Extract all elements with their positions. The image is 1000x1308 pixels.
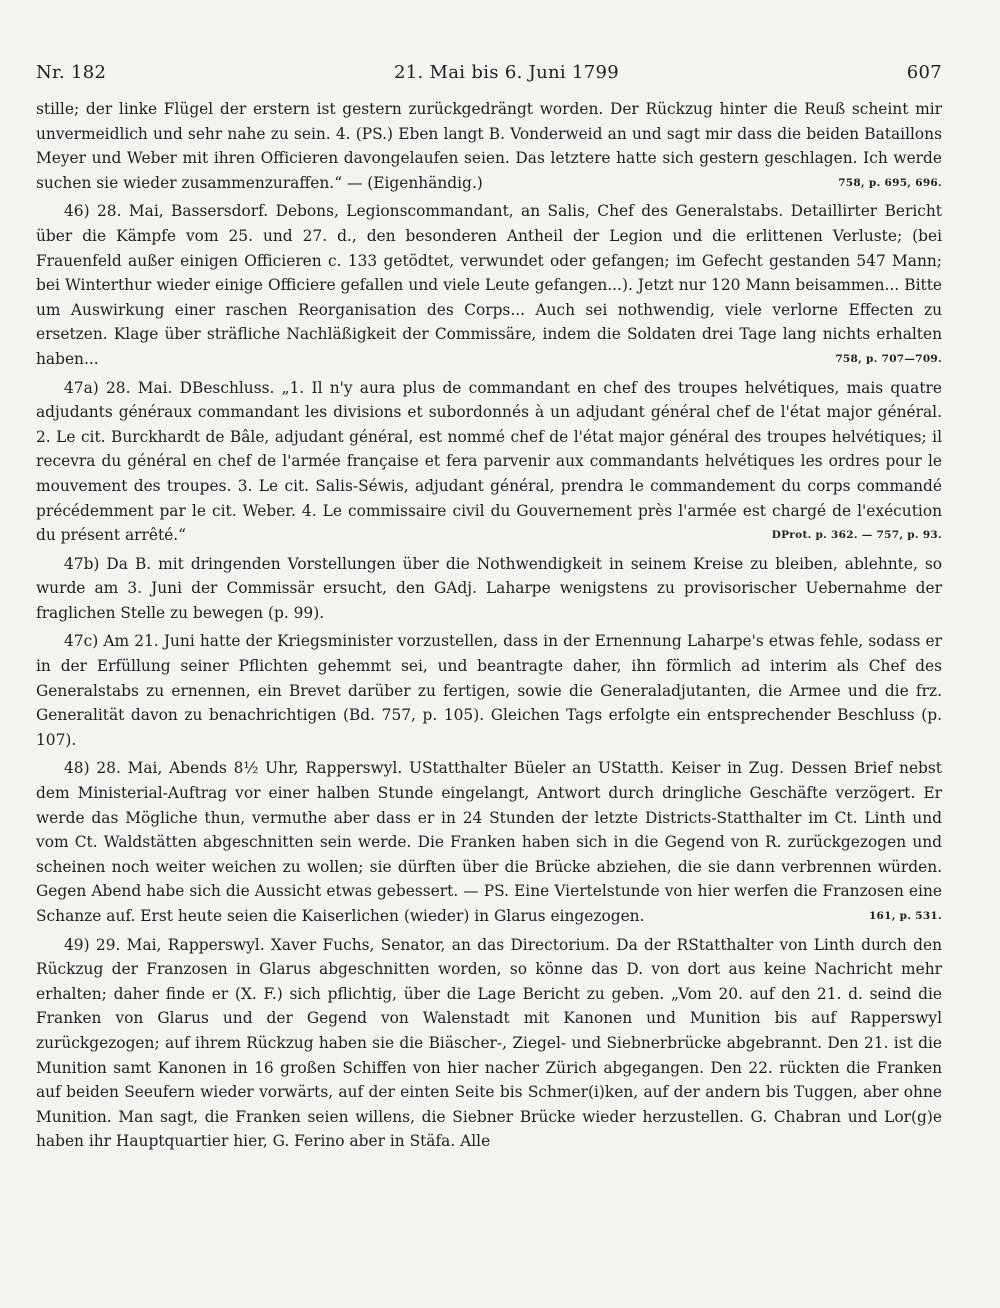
date-range-header: 21. Mai bis 6. Juni 1799 [394, 62, 620, 83]
entry-reference: DProt. p. 362. — 757, p. 93. [771, 529, 942, 542]
entry-text: 48) 28. Mai, Abends 8½ Uhr, Rapperswyl. UStatthalter Büeler an UStatth. Keiser in Zug. Dessen Brief nebst dem Ministerial-Auftrag vor einer halben Stunde eingelangt, Antwort durch dringliche Geschäfte verzögert. Er werde das Mögliche thun, vermuthe aber dass er in 24 Stunden der letzte Districts-Statthalter im Ct. Linth und vom Ct. Waldstätten abgeschnitten sein werde. Die Franken haben sich in die Gegend von R. zurückgezogen und scheinen noch weiter weichen zu wollen; sie dürften über die Brücke abziehen, die sie dann verbrennen würden. Gegen Abend habe sich die Aussicht etwas gebessert. — PS. Eine Viertelstunde von hier werfen die Franzosen eine Schanze auf. Erst heute seien die Kaiserlichen (wieder) in Glarus eingezogen. [36, 759, 942, 925]
entry-46 [36, 199, 942, 371]
entry-49 [36, 933, 942, 1154]
entry-text: 47c) Am 21. Juni hatte der Kriegsminister vorzustellen, dass in der Ernennung Laharpe's etwas fehle, sodass er in der Erfüllung seiner Pflichten gehemmt sei, und beantragte daher, ihn förmlich ad interim als Chef des Generalstabs zu ernennen, ein Brevet darüber zu fertigen, sowie die Generaladjutanten, die Armee und die frz. Generalität davon zu benachrichtigen (Bd. 757, p. 105). Gleichen Tags erfolgte ein entsprechender Beschluss (p. 107). [36, 632, 942, 749]
entry-reference: 758, p. 707—709. [835, 352, 942, 365]
entry-reference: 161, p. 531. [868, 910, 942, 922]
entry-text: 47b) Da B. mit dringenden Vorstellungen über die Nothwendigkeit in seinem Kreise zu bleiben, ablehnte, so wurde am 3. Juni der Commissär ersucht, den GAdj. Laharpe wenigstens zu provisorischer Uebernahme der fraglichen Stelle zu bewegen (p. 99). [36, 554, 942, 622]
entry-text: 46) 28. Mai, Bassersdorf. Debons, Legionscommandant, an Salis, Chef des Generalstabs. Detaillirter Bericht über die Kämpfe vom 25. und 27. d., den besonderen Antheil der Legion und die erlittenen Verluste; (bei Frauenfeld außer einigen Officieren c. 133 getödtet, verwundet oder gefangen; im Gefecht gestanden 547 Mann; bei Winterthur wieder einige Officiere gefallen und viele Leute gefangen...). Jetzt nur 120 Mann beisammen... Bitte um Auswirkung einer raschen Reorganisation des Corps... Auch sei nothwendig, viele verlorne Effecten zu ersetzen. Klage über sträfliche Nachläßigkeit der Commissäre, indem die Soldaten drei Tage lang nichts erhalten haben... [36, 202, 942, 368]
entry-47b [36, 552, 942, 626]
page-header [36, 62, 942, 83]
entry-number-header: Nr. 182 [36, 62, 107, 83]
page-number: 607 [906, 62, 942, 83]
entry-continuation [36, 97, 942, 195]
entry-text: stille; der linke Flügel der erstern ist gestern zurückgedrängt worden. Der Rückzug hinter die Reuß scheint mir unvermeidlich und sehr nahe zu sein. 4. (PS.) Eben langt B. Vonderweid an und sagt mir dass die beiden Bataillons Meyer und Weber mit ihren Officieren davongelaufen seien. Das letztere hatte sich gestern geschlagen. Ich werde suchen sie wieder zusammenzuraffen.“ — (Eigenhändig.) [36, 100, 942, 192]
entry-reference: 758, p. 695, 696. [838, 176, 942, 189]
entry-47c [36, 629, 942, 752]
entry-text: 47a) 28. Mai. DBeschluss. „1. Il n'y aura plus de commandant en chef des troupes helvétiques, mais quatre adjudants généraux commandant les divisions et subordonnés à un adjudant général chef de l'état major général. 2. Le cit. Burckhardt de Bâle, adjudant général, est nommé chef de l'état major général des troupes helvétiques; il recevra du général en chef de l'armée française et fera parvenir aux commandants helvétiques les ordres pour le mouvement des troupes. 3. Le cit. Salis-Séwis, adjudant général, prendra le commandement du corps commandé précédemment par le cit. Weber. 4. Le commissaire civil du Gouvernement près l'armée est chargé de l'exécution du présent arrêté.“ [36, 378, 942, 545]
entry-47a [36, 376, 942, 548]
body-text [36, 97, 942, 1154]
entry-text: 49) 29. Mai, Rapperswyl. Xaver Fuchs, Senator, an das Directorium. Da der RStatthalter von Linth durch den Rückzug der Franzosen in Glarus abgeschnitten worden, so könne das D. von dort aus keine Nachricht mehr erhalten; daher finde er (X. F.) sich pflichtig, über die Lage Bericht zu geben. „Vom 20. auf den 21. d. seind die Franken von Glarus und der Gegend von Walenstadt mit Kanonen und Munition bis auf Rapperswyl zurückgezogen; auf ihrem Rückzug haben sie die Biäscher-, Ziegel- und Siebnerbrücke abgebrannt. Den 21. ist die Munition samt Kanonen in 16 großen Schiffen von hier nacher Zürich abgegangen. Den 22. rückten die Franken auf beiden Seeufern wieder vorwärts, auf der einten Seite bis Schmer(i)ken, auf der andern bis Tuggen, aber ohne Munition. Man sagt, die Franken seien willens, die Siebner Brücke wieder herzustellen. G. Chabran und Lor(g)e haben ihr Hauptquartier hier, G. Ferino aber in Stäfa. Alle [36, 935, 942, 1151]
entry-48 [36, 756, 942, 928]
